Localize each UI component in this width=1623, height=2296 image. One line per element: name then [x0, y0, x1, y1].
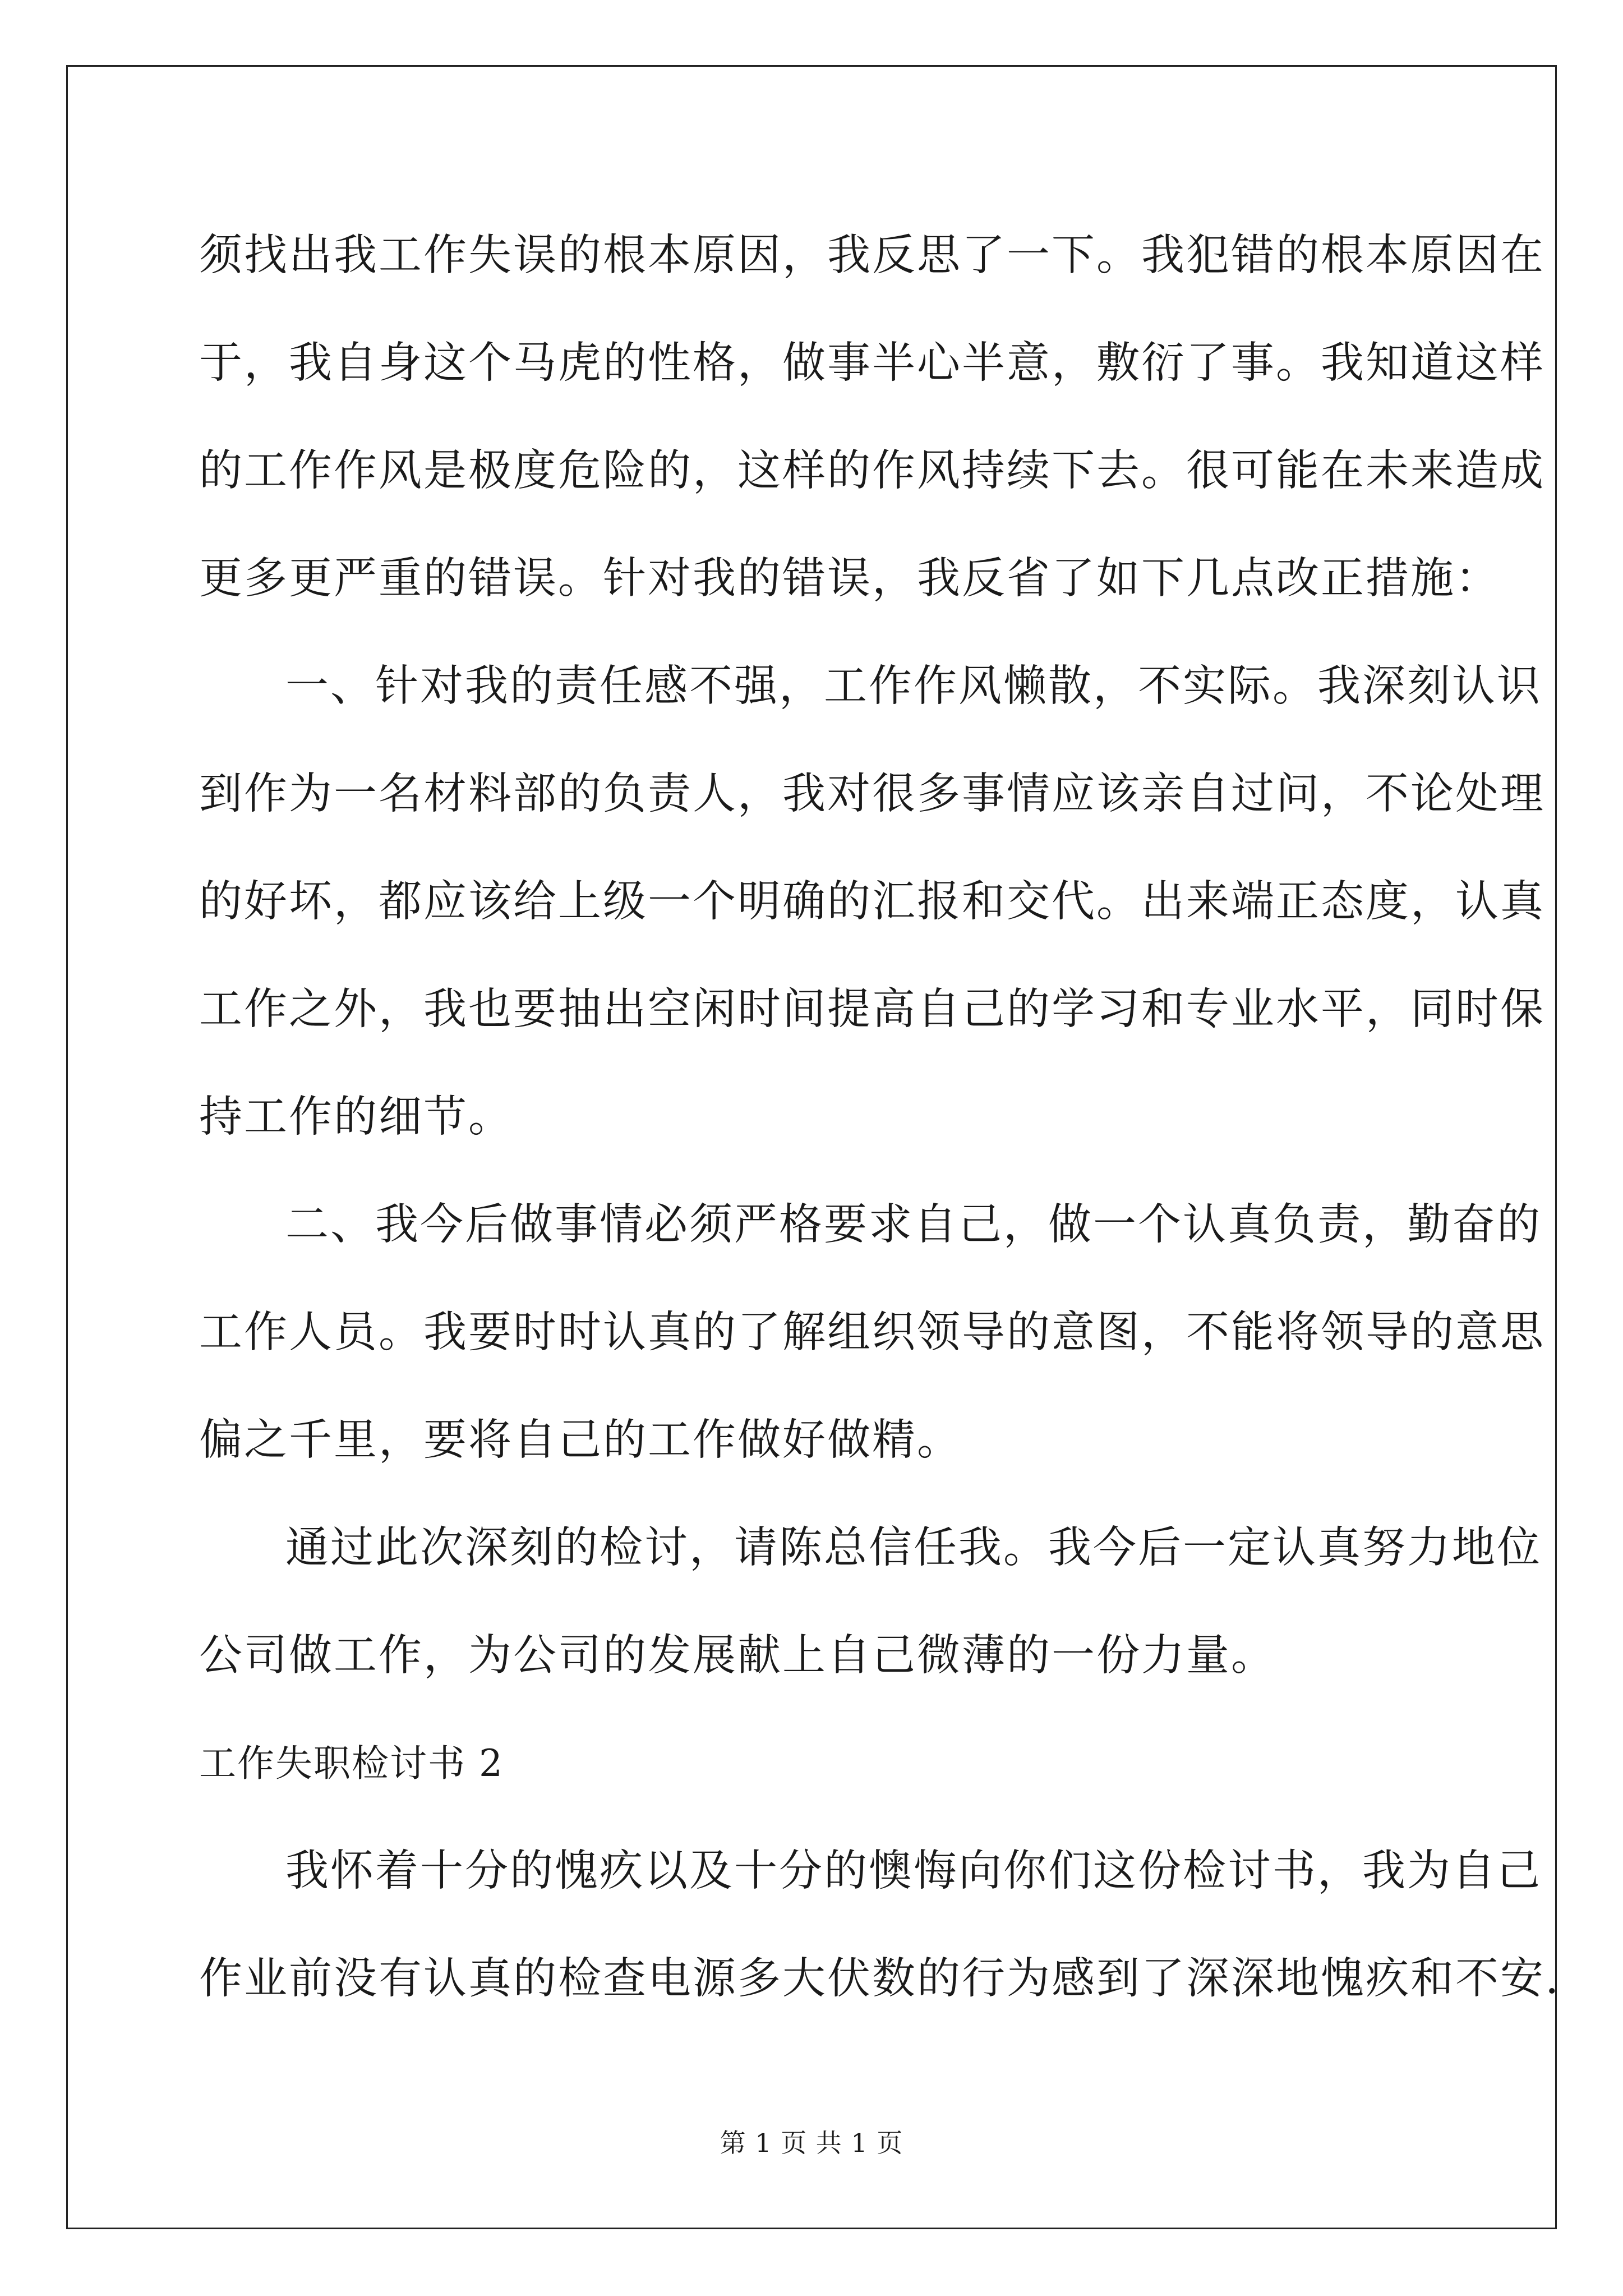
section-heading: 工作失职检讨书 2: [199, 1742, 504, 1785]
paragraph-line: 的工作作风是极度危险的，这样的作风持续下去。很可能在未来造成: [199, 446, 1545, 496]
paragraph-line: 更多更严重的错误。针对我的错误，我反省了如下几点改正措施：: [199, 554, 1500, 604]
document-body: [199, 202, 1561, 2033]
paragraph-line: 的好坏，都应该给上级一个明确的汇报和交代。出来端正态度，认真: [199, 877, 1545, 927]
paragraph-line: 公司做工作，为公司的发展献上自己微薄的一份力量。: [199, 1631, 1276, 1681]
paragraph-line: 工作人员。我要时时认真的了解组织领导的意图，不能将领导的意思: [199, 1308, 1545, 1358]
paragraph-line: 到作为一名材料部的负责人，我对很多事情应该亲自过问，不论处理: [199, 769, 1545, 819]
paragraph-line: 持工作的细节。: [199, 1092, 513, 1142]
paragraph-line: 偏之千里，要将自己的工作做好做精。: [199, 1415, 962, 1465]
paragraph-line: 二、我今后做事情必须严格要求自己，做一个认真负责，勤奋的: [285, 1200, 1542, 1250]
paragraph-line: 通过此次深刻的检讨，请陈总信任我。我今后一定认真努力地位: [285, 1523, 1542, 1573]
paragraph-line: 于，我自身这个马虎的性格，做事半心半意，敷衍了事。我知道这样: [199, 338, 1545, 388]
paragraph-line: 一、针对我的责任感不强，工作作风懒散，不实际。我深刻认识: [285, 661, 1542, 711]
paragraph-line: 作业前没有认真的检查电源多大伏数的行为感到了深深地愧疚和不安.: [199, 1954, 1561, 2004]
paragraph-line: 我怀着十分的愧疚以及十分的懊悔向你们这份检讨书，我为自己: [285, 1846, 1542, 1896]
paragraph-line: 工作之外，我也要抽出空闲时间提高自己的学习和专业水平，同时保: [199, 984, 1545, 1034]
page-footer: 第 1 页 共 1 页: [720, 2128, 903, 2158]
paragraph-line: 须找出我工作失误的根本原因，我反思了一下。我犯错的根本原因在: [199, 231, 1545, 280]
